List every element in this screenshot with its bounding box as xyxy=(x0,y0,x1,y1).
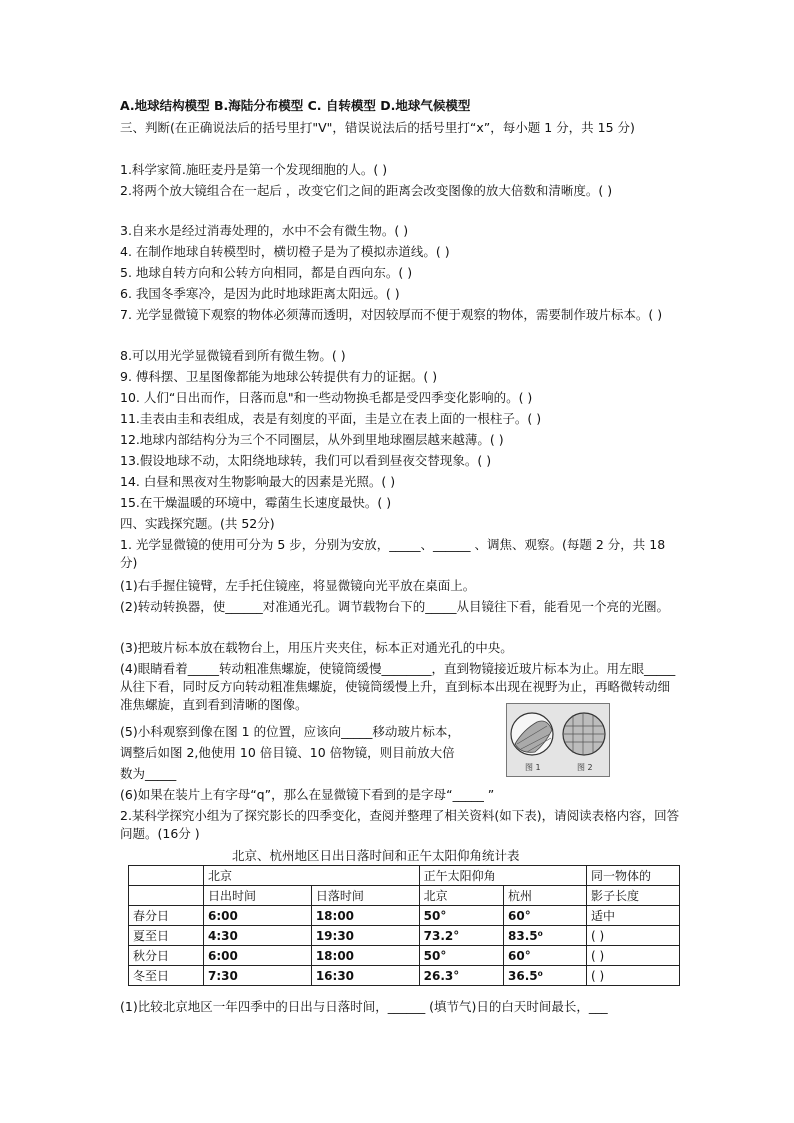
table-title: 北京、杭州地区日出日落时间和正午太阳仰角统计表 xyxy=(232,848,520,863)
table-header-row-1 xyxy=(129,866,680,886)
practice-q1-step5-line3: 数为_____ xyxy=(120,766,177,781)
judge-item-2: 2.将两个放大镜组合在一起后 ，改变它们之间的距离会改变图像的放大倍数和清晰度。( ) xyxy=(120,183,613,198)
header-angle-beijing: 北京 xyxy=(419,886,503,906)
judge-item-4: 4. 在制作地球自转模型时，横切橙子是为了模拟赤道线。( ) xyxy=(120,244,450,259)
practice-q2-sub1: (1)比较北京地区一年四季中的日出与日落时间，______ (填节气)日的白天时间最长，___ xyxy=(120,999,608,1014)
practice-q1-step5-line2: 调整后如图 2,他使用 10 倍目镜、10 倍物镜，则目前放大倍 xyxy=(120,745,455,760)
header-noon-angle: 正午太阳仰角 xyxy=(419,866,586,886)
judge-item-9: 9. 傅科摆、卫星图像都能为地球公转提供有力的证据。( ) xyxy=(120,369,438,384)
practice-q1-step2: (2)转动转换器，使______对准通光孔。调节载物台下的_____从目镜往下看，能看见一个亮的光圈。 xyxy=(120,599,669,614)
judge-item-13: 13.假设地球不动，太阳绕地球转，我们可以看到昼夜交替现象。( ) xyxy=(120,453,492,468)
table-row: 冬至日 7:30 16:30 26.3° 36.5⁰ ( ) xyxy=(129,966,680,986)
header-beijing: 北京 xyxy=(204,866,420,886)
table-row: 秋分日 6:00 18:00 50° 60° ( ) xyxy=(129,946,680,966)
judge-item-12: 12.地球内部结构分为三个不同圈层，从外到里地球圈层越来越薄。( ) xyxy=(120,432,504,447)
judge-item-7: 7. 光学显微镜下观察的物体必须薄而透明，对因较厚而不便于观察的物体，需要制作玻片标本。( ) xyxy=(120,307,663,322)
judge-item-8: 8.可以用光学显微镜看到所有微生物。( ) xyxy=(120,348,346,363)
microscope-figure xyxy=(506,703,610,777)
practice-q2: 2.某科学探究小组为了探究影长的四季变化，查阅并整理了相关资料(如下表)，请阅读表格内容，回答问题。(16分 ) xyxy=(120,808,680,841)
judge-item-1: 1.科学家简.施旺麦丹是第一个发现细胞的人。( ) xyxy=(120,162,388,177)
judge-item-5: 5. 地球自转方向和公转方向相同，都是自西向东。( ) xyxy=(120,265,413,280)
microscope-view-illustration xyxy=(507,704,609,776)
choice-options: A.地球结构模型 B.海陆分布模型 C. 自转模型 D.地球气候模型 xyxy=(120,98,471,113)
judge-item-15: 15.在干燥温暖的环境中，霉菌生长速度最快。( ) xyxy=(120,495,392,510)
practice-q1-step1: (1)右手握住镜臂，左手托住镜座，将显微镜向光平放在桌面上。 xyxy=(120,578,476,593)
header-sunrise: 日出时间 xyxy=(204,886,312,906)
judge-item-6: 6. 我国冬季寒冷，是因为此时地球距离太阳远。( ) xyxy=(120,286,400,301)
table-header-row-2 xyxy=(129,886,680,906)
judge-item-11: 11.圭表由圭和表组成，表是有刻度的平面，圭是立在表上面的一根柱子。( ) xyxy=(120,411,542,426)
table-row: 春分日 6:00 18:00 50° 60° 适中 xyxy=(129,906,680,926)
section-4-heading: 四、实践探究题。(共 52分) xyxy=(120,516,275,531)
header-angle-hangzhou: 杭州 xyxy=(504,886,587,906)
judge-item-3: 3.自来水是经过消毒处理的，水中不会有微生物。( ) xyxy=(120,223,409,238)
practice-q1: 1. 光学显微镜的使用可分为 5 步，分别为安放，_____、______ 、调焦、观察。(每题 2 分，共 18分) xyxy=(120,537,666,570)
header-shadow-1: 同一物体的 xyxy=(587,866,680,886)
table-row: 夏至日 4:30 19:30 73.2° 83.5⁰ ( ) xyxy=(129,926,680,946)
practice-q1-step3: (3)把玻片标本放在载物台上，用压片夹夹住，标本正对通光孔的中央。 xyxy=(120,640,513,655)
practice-q1-step5-line1: (5)小科观察到像在图 1 的位置，应该向_____移动玻片标本， xyxy=(120,724,460,739)
practice-q1-step6: (6)如果在装片上有字母“q”，那么在显微镜下看到的是字母“_____ ” xyxy=(120,787,495,802)
practice-q1-step4: (4)眼睛看着_____转动粗准焦螺旋，使镜筒缓慢________，直到物镜接近玻片标本为止。用左眼_____从往下看，同时反方向转动粗准焦螺旋，使镜筒缓慢上升，直到标本出现在视野为止，再略微转动细准焦螺旋，直到看到清晰的图像。 xyxy=(120,661,676,712)
figure-1-label: 图 1 xyxy=(525,763,541,772)
header-shadow-2: 影子长度 xyxy=(587,886,680,906)
header-sunset: 日落时间 xyxy=(311,886,419,906)
judge-item-14: 14. 白昼和黑夜对生物影响最大的因素是光照。( ) xyxy=(120,474,396,489)
judge-item-10: 10. 人们“日出而作，日落而息"和一些动物换毛都是受四季变化影响的。( ) xyxy=(120,390,533,405)
section-3-heading: 三、判断(在正确说法后的括号里打"V"，错误说法后的括号里打“x”，每小题 1 分，共 15 分) xyxy=(120,120,635,135)
sunrise-sunset-table xyxy=(128,865,680,986)
figure-2-label: 图 2 xyxy=(577,763,593,772)
